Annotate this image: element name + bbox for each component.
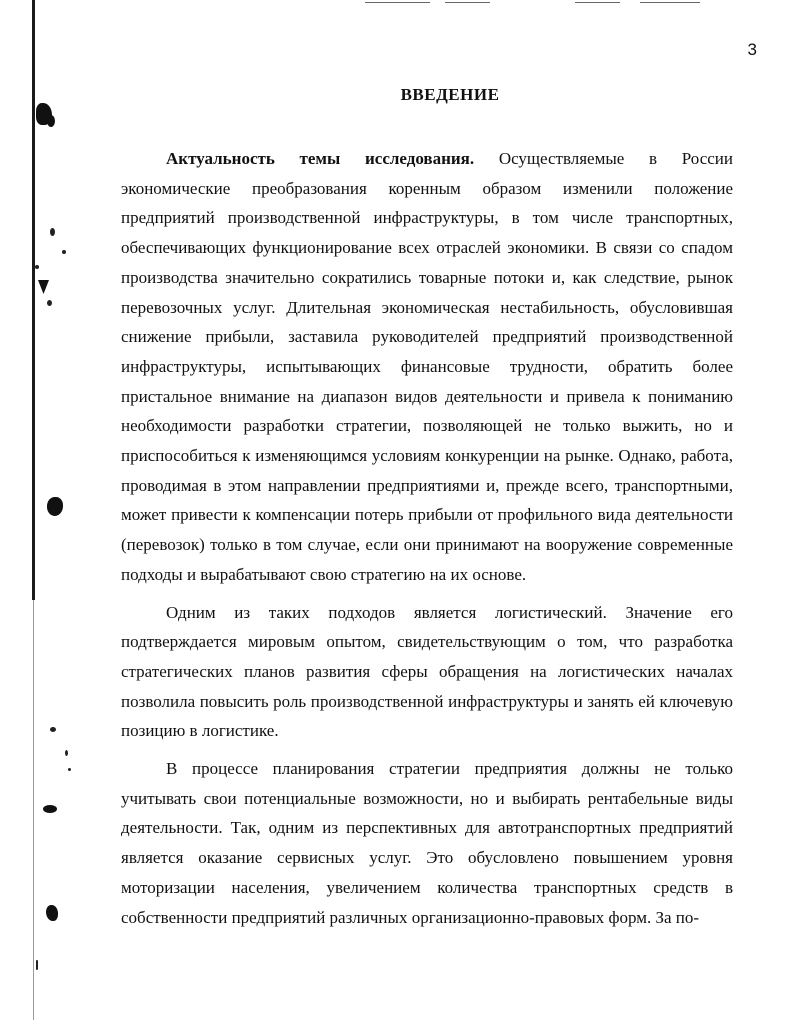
scan-speck [62, 250, 66, 254]
paragraph-text: Осуществляемые в России экономические преобразования коренным образом изменили положение предприятий производственной инфраструктуры, в том числе транспортных, обеспечивающих функционирование всех отраслей экономики. В связи со спадом производства значительно сократились товарные потоки и, как следствие, рынок перевозочных услуг. Длительная экономическая нестабильность, обусловившая снижение прибыли, заставила руководителей предприятий производственной инфраструктуры, испытывающих финансовые трудности, обратить более пристальное внимание на диапазон видов деятельности и привела к пониманию необходимости разработки стратегии, позволяющей не только выжить, но и приспособиться к изменяющимся условиям конкуренции на рынке. Однако, работа, проводимая в этом направлении предприятиями и, прежде всего, транспортными, может привести к компенсации потерь прибыли от профильного вида деятельности (перевозок) только в том случае, если они принимают на вооружение современные подходы и вырабатывают свою стратегию на их основе. [121, 149, 734, 584]
paragraph-lead: Актуальность темы исследования. [166, 149, 475, 168]
scan-blot [46, 905, 58, 921]
scan-speck [36, 960, 38, 970]
scan-speck [50, 228, 55, 236]
paragraph-strategy [121, 754, 733, 932]
scan-blot [38, 280, 49, 294]
paragraph-text: Одним из таких подходов является логистический. Значение его подтверждается мировым опытом, свидетельствующим о том, что разработка стратегических планов развития сферы обращения на логистических началах позволила повысить роль производственной инфраструктуры и занять ей ключевую позицию в логистике. [121, 602, 733, 741]
paragraph-logistics [121, 598, 733, 747]
scan-blot [43, 805, 57, 813]
scan-blot [47, 497, 63, 516]
scan-top-rule [445, 2, 490, 3]
scan-speck [50, 727, 56, 732]
scan-margin-line-faint [33, 600, 34, 1020]
scan-top-rule [640, 2, 700, 3]
scan-speck [47, 300, 52, 306]
scan-blot [47, 115, 55, 127]
scan-speck [68, 768, 71, 771]
scan-speck [65, 750, 68, 756]
page-number: 3 [747, 40, 757, 59]
body-text [121, 144, 733, 940]
page-title: ВВЕДЕНИЕ [400, 85, 500, 104]
paragraph-text: В процессе планирования стратегии предприятия должны не только учитывать свои потенциальные возможности, но и выбирать рентабельные виды деятельности. Так, одним из перспективных для автотранспортных предприятий является оказание сервисных услуг. Это обусловлено повышением уровня моторизации населения, увеличением количества транспортных средств в собственности предприятий различных организационно-правовых форм. За по- [121, 759, 733, 927]
paragraph-relevance [121, 144, 733, 590]
scan-top-rule [365, 2, 430, 3]
scan-speck [35, 265, 39, 269]
scan-top-rule [575, 2, 620, 3]
